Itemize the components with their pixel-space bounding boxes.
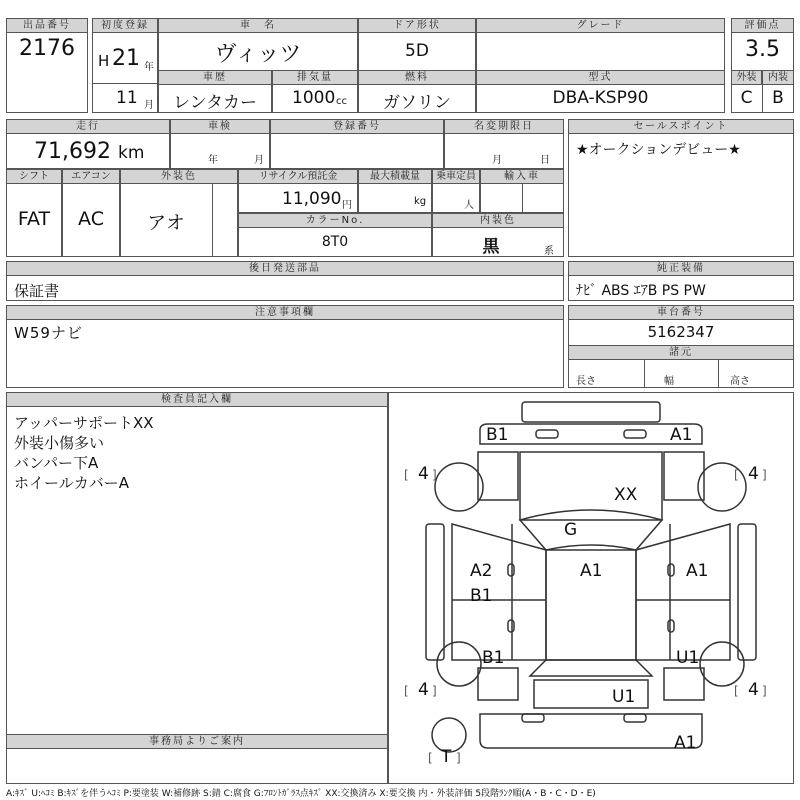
aircon-header: エアコン <box>62 169 120 184</box>
recycle-header: リサイクル預託金 <box>238 169 358 184</box>
mark-trunk: U1 <box>612 687 636 707</box>
mark-roof: A1 <box>580 561 603 581</box>
model-header: 型式 <box>476 70 725 85</box>
bracket: ] <box>432 468 437 482</box>
max-load-unit: kg <box>414 196 427 207</box>
mark-left-rear-fender: B1 <box>482 648 505 668</box>
inspector-note: 外装小傷多い <box>14 434 105 452</box>
mark-right-front-door: A1 <box>686 561 709 581</box>
deadline-day-unit: 日 <box>540 155 550 166</box>
displacement-unit: cc <box>336 96 347 107</box>
displacement-header: 排気量 <box>272 70 358 85</box>
divider <box>92 83 158 84</box>
inspection-header: 車検 <box>170 119 270 134</box>
chassis-no-header: 車台番号 <box>568 305 794 320</box>
import-header: 輸入車 <box>480 169 564 184</box>
bracket: [ <box>734 468 739 482</box>
equipment-header: 純正装備 <box>568 261 794 276</box>
later-parts: 保証書 <box>14 282 60 300</box>
year-unit: 年 <box>144 62 154 73</box>
divider <box>644 360 645 388</box>
divider <box>718 360 719 388</box>
chassis-no: 5162347 <box>647 323 715 341</box>
mark-tire-rr: 4 <box>748 680 759 700</box>
car-name-header: 車 名 <box>158 18 358 33</box>
bracket: ] <box>432 684 437 698</box>
capacity-header: 乗車定員 <box>432 169 480 184</box>
exterior-score: C <box>740 88 753 108</box>
aircon: AC <box>78 208 104 230</box>
bracket: [ <box>428 751 433 765</box>
ext-color-header: 外装色 <box>120 169 238 184</box>
mark-tire-fl: 4 <box>418 464 429 484</box>
capacity-unit: 人 <box>464 200 474 211</box>
spec-width: 幅 <box>664 376 674 387</box>
spec-length: 長さ <box>576 376 596 387</box>
recycle-unit: 円 <box>342 200 352 211</box>
inspector-header: 検査員記入欄 <box>6 392 388 407</box>
mark-rear-bumper: A1 <box>674 733 697 753</box>
reg-no-header: 登録番号 <box>270 119 444 134</box>
recycle: 11,090 <box>282 189 342 209</box>
notes-header: 注意事項欄 <box>6 305 564 320</box>
mark-tire-fr: 4 <box>748 464 759 484</box>
bracket: [ <box>734 684 739 698</box>
car-diagram <box>388 392 794 784</box>
legend: A:ｷｽﾞ U:ﾍｺﾐ B:ｷｽﾞを伴うﾍｺﾐ P:要塗装 W:補修跡 S:錆 C:腐食 G:ﾌﾛﾝﾄｶﾞﾗｽ点ｷｽﾞ XX:交換済み X:要交換 内・外装評価 5段階ﾗﾝｸ順(A・B・C・D・E) <box>6 789 596 799</box>
history: レンタカー <box>173 93 257 113</box>
score: 3.5 <box>745 37 780 62</box>
bracket: ] <box>762 684 767 698</box>
history-header: 車歴 <box>158 70 272 85</box>
mileage: 71,692 <box>34 139 111 164</box>
max-load-header: 最大積載量 <box>358 169 432 184</box>
displacement: 1000 <box>292 88 336 108</box>
first-reg-header: 初度登録 <box>92 18 158 33</box>
deadline-header: 名変期限日 <box>444 119 564 134</box>
equipment: ﾅﾋﾞ ABS ｴｱB PS PW <box>576 283 706 299</box>
sales-point: ★オークションデビュー★ <box>576 142 741 158</box>
bracket: ] <box>456 751 461 765</box>
notes: W59ナビ <box>14 324 83 342</box>
first-reg-era: H <box>98 52 110 70</box>
fuel-header: 燃料 <box>358 70 476 85</box>
bracket: [ <box>404 684 409 698</box>
score-header: 評価点 <box>731 18 794 33</box>
door-header: ドア形状 <box>358 18 476 33</box>
inspection-month-unit: 月 <box>254 155 264 166</box>
int-color: 黒 <box>482 237 500 257</box>
mark-windshield: G <box>564 520 578 540</box>
int-color-unit: 系 <box>544 246 554 257</box>
ext-color: アオ <box>147 212 185 234</box>
inspection-year-unit: 年 <box>208 155 218 166</box>
inspector-note: ホイールカバーA <box>14 474 129 492</box>
mark-front-left: B1 <box>486 425 509 445</box>
mileage-header: 走行 <box>6 119 170 134</box>
color-no: 8T0 <box>321 234 349 250</box>
sales-point-header: セールスポイント <box>568 119 794 134</box>
office-header: 事務局よりご案内 <box>6 734 388 749</box>
mark-left-front-door: A2 <box>470 561 493 581</box>
specs-header: 諸元 <box>568 345 794 360</box>
divider <box>212 184 213 257</box>
shift: FAT <box>17 208 51 230</box>
first-reg-month: 11 <box>116 88 138 108</box>
fuel: ガソリン <box>383 93 451 113</box>
first-reg-year: 21 <box>112 46 140 71</box>
lot-no: 2176 <box>19 36 75 61</box>
mark-hood: XX <box>614 485 638 505</box>
int-color-header: 内装色 <box>432 213 564 228</box>
inspector-note: バンパー下A <box>14 454 99 472</box>
interior-header: 内装 <box>762 70 794 85</box>
mileage-unit: km <box>118 143 145 163</box>
later-parts-header: 後日発送部品 <box>6 261 564 276</box>
month-unit: 月 <box>144 100 154 111</box>
car-name: ヴィッツ <box>214 42 302 67</box>
mark-tire-rl: 4 <box>418 680 429 700</box>
lot-no-header: 出品番号 <box>6 18 88 33</box>
deadline-month-unit: 月 <box>492 155 502 166</box>
shift-header: シフト <box>6 169 62 184</box>
exterior-header: 外装 <box>731 70 762 85</box>
model: DBA-KSP90 <box>552 88 649 108</box>
divider <box>522 184 523 213</box>
mark-spare: T <box>441 747 452 767</box>
color-no-header: カラーNo. <box>238 213 432 228</box>
bracket: [ <box>404 468 409 482</box>
mark-right-rear-fender: U1 <box>676 648 700 668</box>
spec-height: 高さ <box>730 376 750 387</box>
grade-header: グレード <box>476 18 725 33</box>
mark-left-rear-door: B1 <box>470 586 493 606</box>
door-type: 5D <box>405 41 429 61</box>
interior-score: B <box>772 88 784 108</box>
mark-front-right: A1 <box>670 425 693 445</box>
bracket: ] <box>762 468 767 482</box>
inspector-note: アッパーサポートXX <box>14 414 154 432</box>
